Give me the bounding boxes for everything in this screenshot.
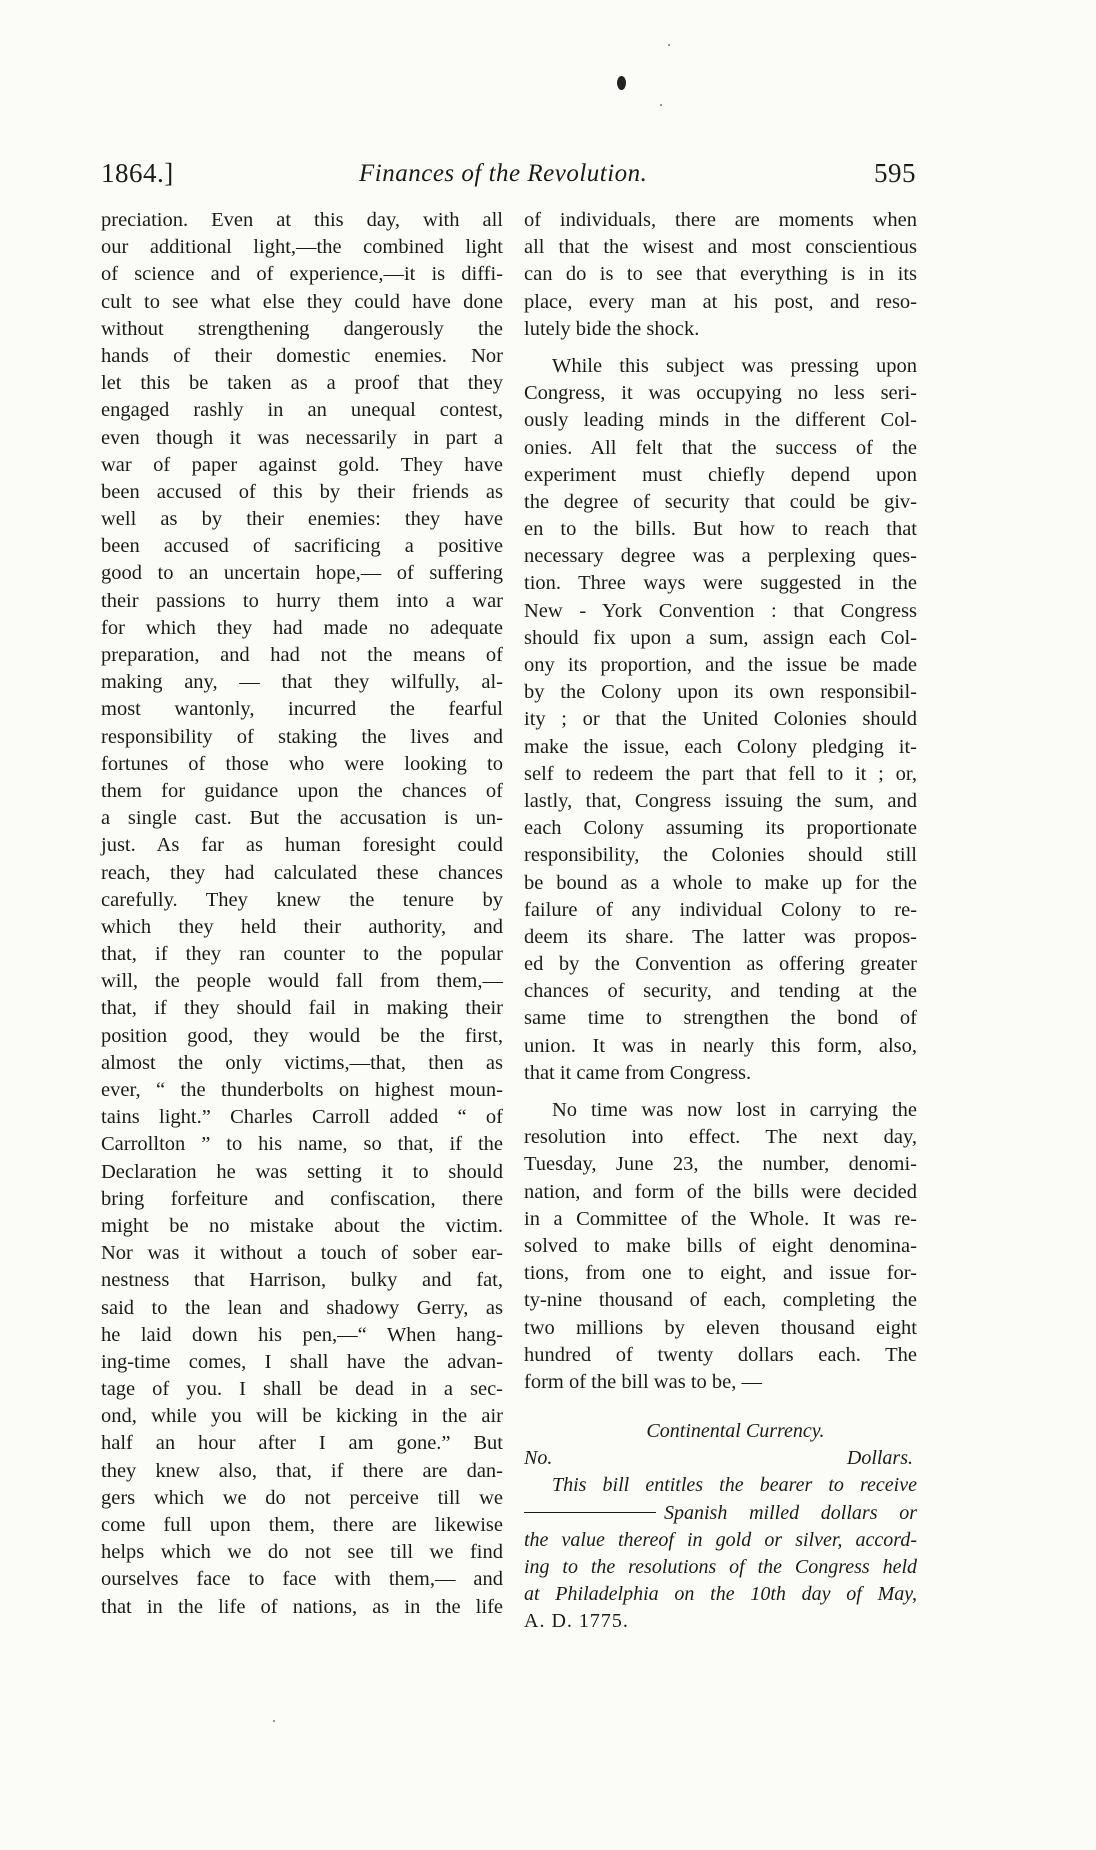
text-line: a single cast. But the accusation is un-	[101, 807, 503, 830]
text-line: without strengthening dangerously the	[101, 317, 503, 340]
text-line: said to the lean and shadowy Gerry, as	[101, 1296, 503, 1319]
text-line: most wantonly, incurred the fearful	[101, 698, 503, 721]
text-line: self to redeem the part that fell to it ; or,	[524, 762, 917, 785]
text-line: tains light.” Charles Carroll added “ of	[101, 1106, 503, 1129]
text-line: each Colony assuming its proportionate	[524, 817, 917, 840]
bill-form	[524, 1418, 917, 1636]
ink-blot	[617, 76, 626, 90]
text-line: that, if they should fail in making their	[101, 997, 503, 1020]
text-line: necessary degree was a perplexing ques-	[524, 545, 917, 568]
text-line: failure of any individual Colony to re-	[524, 898, 917, 921]
text-line: carefully. They knew the tenure by	[101, 888, 503, 911]
text-line: half an hour after I am gone.” But	[101, 1432, 503, 1455]
text-line: engaged rashly in an unequal contest,	[101, 399, 503, 422]
bill-line: the value thereof in gold or silver, accord-	[524, 1528, 917, 1551]
text-line: will, the people would fall from them,—	[101, 970, 503, 993]
paper-speck	[660, 104, 662, 106]
text-line: fortunes of those who were looking to	[101, 752, 503, 775]
text-line: Congress, it was occupying no less seri-	[524, 382, 917, 405]
running-header	[101, 158, 916, 192]
left-column	[101, 207, 503, 1621]
text-line: preciation. Even at this day, with all	[101, 209, 503, 231]
bill-line-text: Spanish milled dollars or	[664, 1501, 917, 1524]
text-line: all that the wisest and most conscientious	[524, 236, 917, 259]
text-line: ony its proportion, and the issue be made	[524, 654, 917, 676]
text-line: ed by the Convention as offering greater	[524, 953, 917, 976]
text-line: New - York Convention : that Congress	[524, 599, 917, 622]
text-line: ourselves face to face with them,— and	[101, 1568, 503, 1591]
text-line: their passions to hurry them into a war	[101, 589, 503, 612]
text-line: been accused of sacrificing a positive	[101, 535, 503, 558]
text-line: ond, while you will be kicking in the air	[101, 1405, 503, 1428]
paragraph-3	[524, 1097, 917, 1396]
text-line: making any, — that they wilfully, al-	[101, 671, 503, 694]
text-line: them for guidance upon the chances of	[101, 779, 503, 802]
text-line: responsibility, the Colonies should still	[524, 844, 917, 867]
text-line: position good, they would be the first,	[101, 1024, 503, 1047]
text-line: our additional light,—the combined light	[101, 236, 503, 259]
text-line: Tuesday, June 23, the number, denomi-	[524, 1153, 917, 1176]
text-line: by the Colony upon its own responsibil-	[524, 681, 917, 704]
text-line: can do is to see that everything is in its	[524, 263, 917, 286]
text-line: No time was now lost in carrying the	[552, 1099, 917, 1121]
text-line: tions, from one to eight, and issue for-	[524, 1262, 917, 1285]
bill-no-label: No.	[524, 1447, 553, 1470]
text-line: place, every man at his post, and reso-	[524, 290, 917, 313]
text-line: should fix upon a sum, assign each Col-	[524, 626, 917, 649]
text-line: make the issue, each Colony pledging it-	[524, 735, 917, 758]
text-line: been accused of this by their friends as	[101, 480, 503, 503]
text-line: the degree of security that could be giv-	[524, 490, 917, 513]
text-line: ty-nine thousand of each, completing the	[524, 1289, 917, 1312]
text-line: lutely bide the shock.	[524, 317, 700, 340]
bill-line	[524, 1500, 917, 1527]
text-line: come full upon them, there are likewise	[101, 1514, 503, 1536]
text-line: form of the bill was to be, —	[524, 1370, 762, 1393]
text-line: experiment must chiefly depend upon	[524, 463, 917, 486]
text-line: just. As far as human foresight could	[101, 834, 503, 857]
text-line: preparation, and had not the means of	[101, 644, 503, 666]
text-line: in a Committee of the Whole. It was re-	[524, 1207, 917, 1230]
text-line: deem its share. The latter was propos-	[524, 925, 917, 948]
text-line: helps which we do not see till we find	[101, 1541, 503, 1564]
text-line: that it came from Congress.	[524, 1061, 752, 1084]
bill-heading: Continental Currency.	[646, 1420, 825, 1443]
text-line: that, if they ran counter to the popular	[101, 943, 503, 966]
text-line: nestness that Harrison, bulky and fat,	[101, 1269, 503, 1292]
text-line: chances of security, and tending at the	[524, 980, 917, 1003]
page-number: 595	[874, 158, 916, 188]
bill-line: This bill entitles the bearer to receive	[552, 1474, 917, 1497]
text-line: he laid down his pen,—“ When hang-	[101, 1323, 503, 1346]
text-line: ing-time comes, I shall have the advan-	[101, 1350, 503, 1373]
text-line: gers which we do not perceive till we	[101, 1486, 503, 1509]
text-line: almost the only victims,—that, then as	[101, 1051, 503, 1074]
text-line: they knew also, that, if there are dan-	[101, 1459, 503, 1482]
text-line: good to an uncertain hope,— of suffering	[101, 562, 503, 585]
text-line: which they held their authority, and	[101, 915, 503, 938]
text-line: for which they had made no adequate	[101, 616, 503, 639]
running-year: 1864.]	[101, 158, 174, 188]
text-line: union. It was in nearly this form, also,	[524, 1034, 917, 1057]
text-line: hands of their domestic enemies. Nor	[101, 344, 503, 367]
text-line: cult to see what else they could have done	[101, 290, 503, 313]
text-line: hundred of twenty dollars each. The	[524, 1343, 917, 1366]
text-line: that in the life of nations, as in the life	[101, 1595, 503, 1618]
text-line: bring forfeiture and confiscation, there	[101, 1187, 503, 1210]
paragraph-2	[524, 353, 917, 1087]
bill-line: at Philadelphia on the 10th day of May,	[524, 1583, 917, 1606]
text-line: war of paper against gold. They have	[101, 453, 503, 476]
text-line: well as by their enemies: they have	[101, 508, 503, 531]
text-line: of science and of experience,—it is diffi-	[101, 263, 503, 286]
text-line: tage of you. I shall be dead in a sec-	[101, 1378, 503, 1401]
text-line: of individuals, there are moments when	[524, 209, 917, 231]
paper-speck	[273, 1720, 275, 1722]
text-line: let this be taken as a proof that they	[101, 372, 503, 395]
text-line: onies. All felt that the success of the	[524, 436, 917, 459]
text-line: resolution into effect. The next day,	[524, 1126, 917, 1149]
text-line: reach, they had calculated these chances	[101, 861, 503, 884]
text-line: responsibility of staking the lives and	[101, 725, 503, 748]
running-title: Finances of the Revolution.	[359, 160, 648, 187]
blank-amount-rule	[524, 1512, 656, 1513]
bill-dollars-label: Dollars.	[846, 1447, 913, 1470]
text-line: solved to make bills of eight denomina-	[524, 1234, 917, 1257]
text-line: lastly, that, Congress issuing the sum, and	[524, 789, 917, 812]
text-line: en to the bills. But how to reach that	[524, 518, 917, 541]
text-line: While this subject was pressing upon	[552, 354, 917, 377]
text-line: ever, “ the thunderbolts on highest moun-	[101, 1079, 503, 1101]
text-line: two millions by eleven thousand eight	[524, 1316, 917, 1339]
text-line: tion. Three ways were suggested in the	[524, 572, 917, 595]
text-line: nation, and form of the bills were decided	[524, 1180, 917, 1203]
paragraph-1	[524, 207, 917, 343]
paper-speck	[668, 44, 670, 46]
text-line: Declaration he was setting it to should	[101, 1160, 503, 1183]
text-line: be bound as a whole to make up for the	[524, 871, 917, 894]
text-line: ously leading minds in the different Col-	[524, 409, 917, 432]
bill-date: A. D. 1775.	[524, 1610, 629, 1633]
text-line: might be no mistake about the victim.	[101, 1214, 503, 1237]
text-line: even though it was necessarily in part a	[101, 426, 503, 449]
bill-line: ing to the resolutions of the Congress held	[524, 1556, 917, 1579]
right-column	[524, 207, 917, 1636]
text-line: same time to strengthen the bond of	[524, 1007, 917, 1030]
bill-number-row	[524, 1445, 917, 1472]
text-line: Nor was it without a touch of sober ear-	[101, 1242, 503, 1265]
text-line: ity ; or that the United Colonies should	[524, 708, 917, 731]
text-line: Carrollton ” to his name, so that, if the	[101, 1133, 503, 1156]
